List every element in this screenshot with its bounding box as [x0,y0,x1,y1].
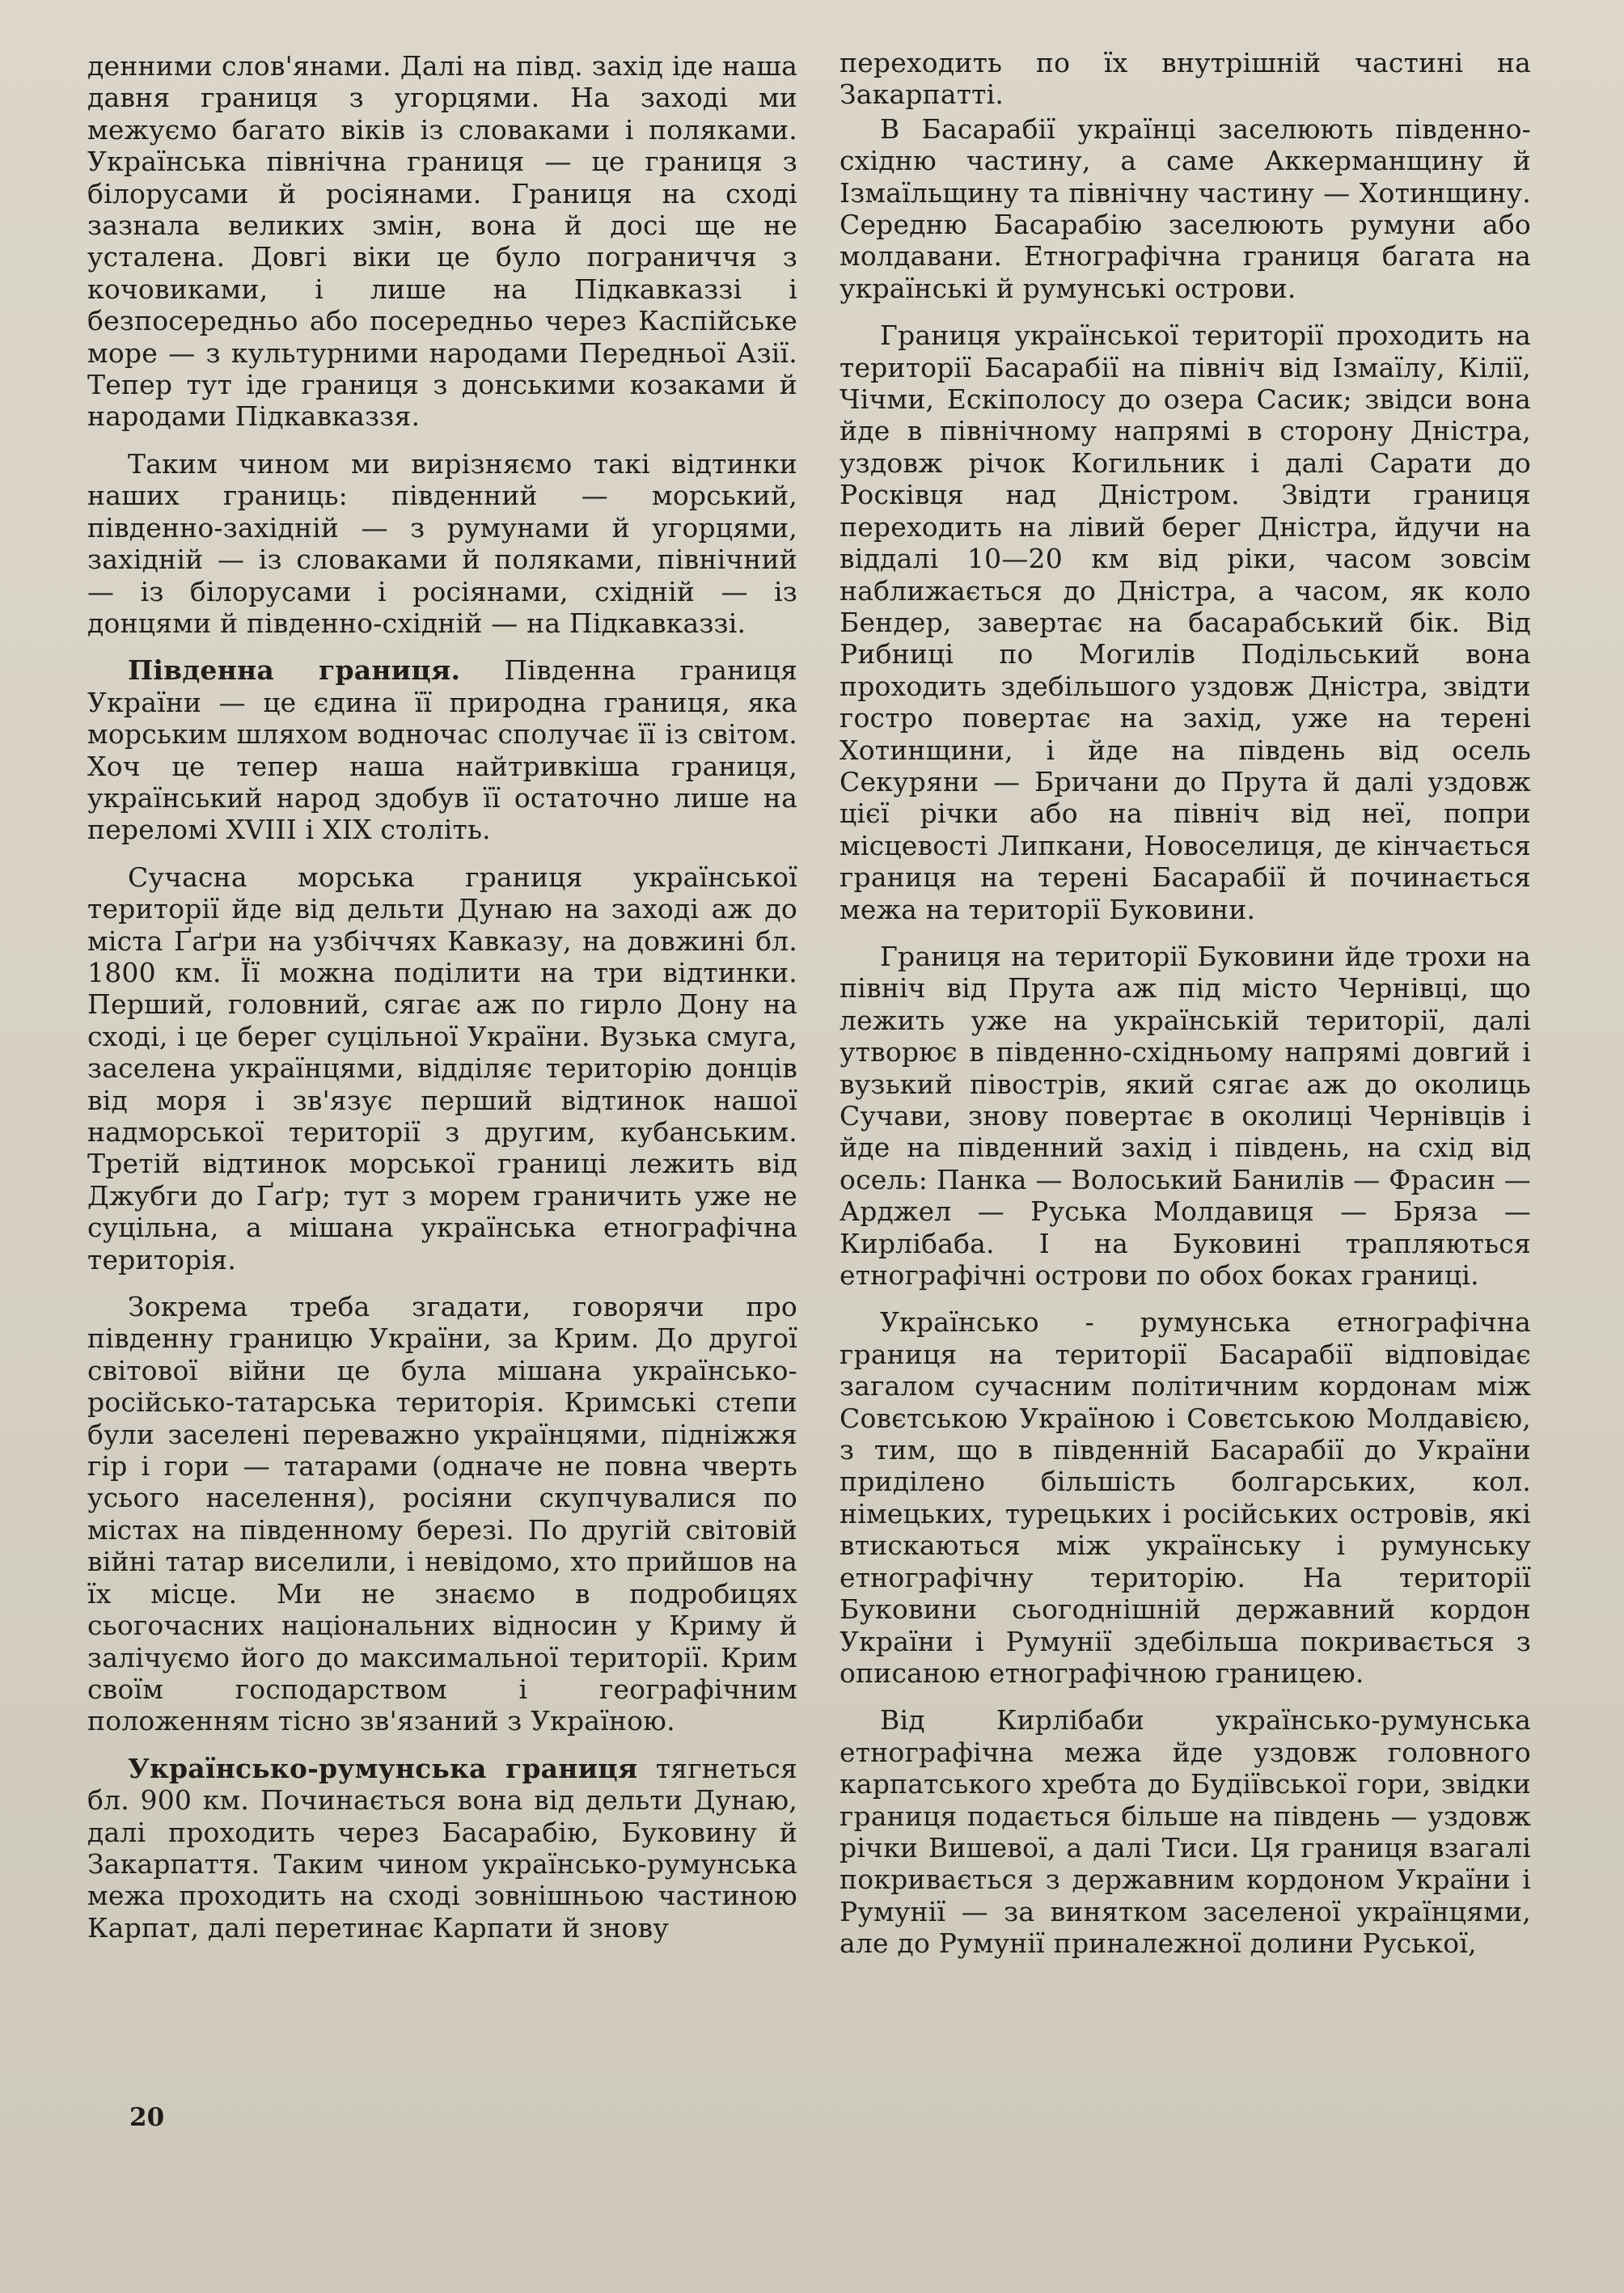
paragraph [839,47,1531,111]
paragraph-text: Границя на території Буковини йде трохи на північ від Прута аж під місто Чернівці, що лежить уже на українській території, далі утворює в південно-східньому напрямі довгий і вузький півострів, який сягає аж до околиць Сучави, знову повертає в околиці Чернівців і йде на південний захід і південь, на схід від осель: Панка — Волоський Банилів — Фрасин — Арджел — Руська Молдавиця — Бряза — Кирлібаба. І на Буковині трапляються етнографічні острови по обох боках границі. [839,940,1531,1292]
paragraph [87,861,797,1276]
paragraph [87,50,797,433]
right-column [839,47,1531,1975]
paragraph-text: Сучасна морська границя української території йде від дельти Дунаю на заході аж до міста Ґаґри на узбіччях Кавказу, на довжині бл. 1800 км. Її можна поділити на три відтинки. Перший, головний, сягає аж по гирло Дону на сході, і це берег суцільної України. Вузька смуга, заселена українцями, відділяє територію донців від моря і зв'язує перший відтинок нашої надморської території з другим, кубанським. Третій відтинок морської границі лежить від Джубги до Ґаґр; тут з морем граничить уже не суцільна, а мішана українська етнографічна територія. [87,861,797,1276]
paragraph-text: переходить по їх внутрішній частині на Закарпатті. [839,47,1531,111]
paragraph-text: тягнеться бл. 900 км. Починається вона від дельти Дунаю, далі проходить через Басарабію, Буковину й Закарпаття. Таким чином українсько-румунська межа проходить на сході зовнішньою частиною Карпат, далі перетинає Карпати й знову [87,1752,798,1944]
paragraph [839,319,1531,925]
section-heading: Південна границя. [128,654,461,687]
section-heading: Українсько-румунська границя [128,1752,638,1784]
paragraph [839,941,1531,1291]
paragraph [839,1306,1531,1689]
left-column [87,50,797,1959]
paragraph [839,113,1531,304]
paragraph-text: денними слов'янами. Далі на півд. захід іде наша давня границя з угорцями. На заході ми межуємо багато віків із словаками і поляками. Українська північна границя — це границя з білорусами й росіянами. Границя на сході зазнала великих змін, вона й досі ще не усталена. Довгі віки це було пограниччя з кочовиками, і лише на Підкавказзі і безпосередньо або посередньо через Каспійське море — з культурними народами Передньої Азії. Тепер тут іде границя з донськими козаками й народами Підкавказзя. [87,50,797,433]
paragraph [839,1704,1531,1959]
paragraph [87,654,797,845]
paragraph-text: Від Кирлібаби українсько-румунська етнографічна межа йде уздовж головного карпатського хребта до Будіївської гори, звідки границя подається більше на південь — уздовж річки Вишевої, а далі Тиси. Ця границя взагалі покривається з державним кордоном України і Румунії — за винятком заселеної українцями, але до Румунії приналежної долини Руської, [839,1704,1531,1960]
paragraph-text: В Басарабії українці заселюють південно-східню частину, а саме Аккерманщину й Ізмаїльщину та північну частину — Хотинщину. Середню Басарабію заселюють румуни або молдавани. Етнографічна границя багата на українські й румунські острови. [839,112,1531,304]
paragraph-text: Границя української території проходить на території Басарабії на північ від Ізмаїлу, Кілії, Чічми, Ескіполосу до озера Сасик; звідси вона йде в північному напрямі в сторону Дністра, уздовж річок Когильник і далі Сарати до Росківця над Дністром. Звідти границя переходить на лівий берег Дністра, йдучи на віддалі 10—20 км від ріки, часом зовсім наближається до Дністра, а часом, як коло Бендер, завертає на басарабський бік. Від Рибниці по Могилів Подільський вона проходить здебільшого уздовж Дністра, звідти гостро повертає на захід, уже на терені Хотинщини, і йде на південь від осель Секуряни — Бричани до Прута й далі уздовж цієї річки або на північ від неї, попри місцевості Липкани, Новоселиця, де кінчається границя на терені Басарабії й починається межа на території Буковини. [839,319,1531,925]
paragraph-text: Зокрема треба згадати, говорячи про південну границю України, за Крим. До другої світової війни це була мішана українсько-російсько-татарська територія. Кримські степи були заселені переважно українцями, підніжжя гір і гори — татарами (одначе не повна чверть усього населення), росіяни скупчувалися по містах на південному березі. По другій світовій війні татар виселили, і невідомо, хто прийшов на їх місце. Ми не знаємо в подробицях сьогочасних національних відносин у Криму й залічуємо його до максимальної території. Крим своїм господарством і географічним положенням тісно зв'язаний з Україною. [87,1291,797,1737]
paragraph [87,1291,797,1737]
paragraph [87,448,797,639]
page-number: 20 [129,2103,165,2132]
paragraph [87,1753,797,1944]
paragraph-text: Українсько - румунська етнографічна границя на території Басарабії відповідає загалом сучасним політичним кордонам між Совєтською Україною і Совєтською Молдавією, з тим, що в південній Басарабії до України приділено більшість болгарських, кол. німецьких, турецьких і російських островів, які втискаються між українську і румунську етнографічну територію. На території Буковини сьогоднішній державний кордон України і Румунії здебільша покривається з описаною етнографічною границею. [839,1306,1531,1689]
paragraph-text: Південна границя України — це єдина її природна границя, яка морським шляхом водночас сполучає її із світом. Хоч це тепер наша найтривкіша границя, український народ здобув її остаточно лише на переломі XVIII і XIX століть. [87,654,797,846]
paragraph-text: Таким чином ми вирізняємо такі відтинки наших границь: південний — морський, південно-західній — з румунами й угорцями, західній — із словаками й поляками, північний — із білорусами і росіянами, східній — із донцями й південно-східній — на Підкавказзі. [87,447,797,639]
